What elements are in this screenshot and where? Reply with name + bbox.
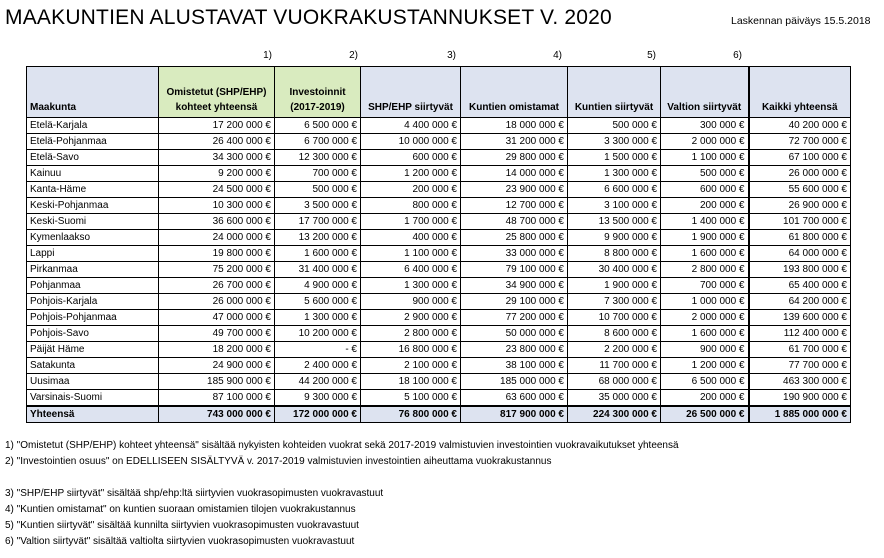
cell-invest: 13 200 000 €	[275, 230, 361, 246]
region-name: Pohjois-Savo	[27, 326, 159, 342]
cell-muni-own: 48 700 000 €	[461, 214, 568, 230]
cell-state: 6 500 000 €	[661, 374, 749, 390]
table-row	[27, 134, 851, 150]
cell-muni-own: 77 200 000 €	[461, 310, 568, 326]
cell-own: 19 800 000 €	[159, 246, 275, 262]
cell-muni-transfer: 1 300 000 €	[568, 166, 661, 182]
region-name: Pohjois-Pohjanmaa	[27, 310, 159, 326]
cell-own: 34 300 000 €	[159, 150, 275, 166]
cell-invest: 6 700 000 €	[275, 134, 361, 150]
cell-invest: 1 300 000 €	[275, 310, 361, 326]
page-title: MAAKUNTIEN ALUSTAVAT VUOKRAKUSTANNUKSET V. 2020	[5, 6, 612, 29]
cell-own: 24 900 000 €	[159, 358, 275, 374]
cell-shp: 600 000 €	[361, 150, 461, 166]
cell-invest: 700 000 €	[275, 166, 361, 182]
header-invest: Investoinnit (2017-2019)	[275, 67, 361, 118]
column-note-1: 1)	[263, 50, 272, 61]
cell-muni-transfer: 10 700 000 €	[568, 310, 661, 326]
region-name: Uusimaa	[27, 374, 159, 390]
region-name: Kainuu	[27, 166, 159, 182]
cell-muni-own: 79 100 000 €	[461, 262, 568, 278]
cell-own: 9 200 000 €	[159, 166, 275, 182]
cell-shp: 5 100 000 €	[361, 390, 461, 407]
cell-own: 185 900 000 €	[159, 374, 275, 390]
cell-shp: 10 000 000 €	[361, 134, 461, 150]
cell-total: 139 600 000 €	[749, 310, 851, 326]
cell-invest: 17 700 000 €	[275, 214, 361, 230]
cell-shp: 6 400 000 €	[361, 262, 461, 278]
region-name: Etelä-Pohjanmaa	[27, 134, 159, 150]
region-name: Satakunta	[27, 358, 159, 374]
table-row	[27, 166, 851, 182]
column-note-3: 3)	[447, 50, 456, 61]
table-row	[27, 310, 851, 326]
table-row	[27, 214, 851, 230]
cell-state: 200 000 €	[661, 198, 749, 214]
cell-invest: 31 400 000 €	[275, 262, 361, 278]
cell-muni-own: 29 800 000 €	[461, 150, 568, 166]
cell-muni-transfer: 6 600 000 €	[568, 182, 661, 198]
region-name: Varsinais-Suomi	[27, 390, 159, 407]
cell-state: 1 100 000 €	[661, 150, 749, 166]
cell-shp: 200 000 €	[361, 182, 461, 198]
cell-muni-transfer: 3 300 000 €	[568, 134, 661, 150]
total-all: 1 885 000 000 €	[749, 406, 851, 423]
cell-own: 36 600 000 €	[159, 214, 275, 230]
cell-state: 1 600 000 €	[661, 246, 749, 262]
cell-total: 65 400 000 €	[749, 278, 851, 294]
calculation-date: Laskennan päiväys 15.5.2018	[731, 15, 871, 27]
cell-muni-transfer: 30 400 000 €	[568, 262, 661, 278]
header-muni-transfer: Kuntien siirtyvät	[568, 67, 661, 118]
cell-muni-transfer: 35 000 000 €	[568, 390, 661, 407]
cell-invest: 10 200 000 €	[275, 326, 361, 342]
cell-shp: 800 000 €	[361, 198, 461, 214]
cell-total: 112 400 000 €	[749, 326, 851, 342]
region-name: Pohjanmaa	[27, 278, 159, 294]
footnote: 5) "Kuntien siirtyvät" sisältää kunnilta siirtyvien vuokrasopimusten vuokravastuut	[5, 520, 359, 531]
cell-total: 26 900 000 €	[749, 198, 851, 214]
cell-total: 190 900 000 €	[749, 390, 851, 407]
cell-own: 26 400 000 €	[159, 134, 275, 150]
cell-shp: 2 800 000 €	[361, 326, 461, 342]
cell-muni-own: 50 000 000 €	[461, 326, 568, 342]
region-name: Etelä-Savo	[27, 150, 159, 166]
cell-state: 1 900 000 €	[661, 230, 749, 246]
cell-shp: 400 000 €	[361, 230, 461, 246]
cell-total: 64 000 000 €	[749, 246, 851, 262]
table-row	[27, 390, 851, 407]
cell-total: 77 700 000 €	[749, 358, 851, 374]
cell-state: 2 000 000 €	[661, 134, 749, 150]
table-row	[27, 294, 851, 310]
cell-muni-own: 63 600 000 €	[461, 390, 568, 407]
cell-total: 193 800 000 €	[749, 262, 851, 278]
table-row	[27, 278, 851, 294]
cell-muni-transfer: 11 700 000 €	[568, 358, 661, 374]
cell-invest: - €	[275, 342, 361, 358]
cell-invest: 500 000 €	[275, 182, 361, 198]
header-own: Omistetut (SHP/EHP) kohteet yhteensä	[159, 67, 275, 118]
cell-muni-transfer: 7 300 000 €	[568, 294, 661, 310]
cell-muni-transfer: 8 600 000 €	[568, 326, 661, 342]
column-note-5: 5)	[647, 50, 656, 61]
region-name: Pohjois-Karjala	[27, 294, 159, 310]
footnote: 2) "Investointien osuus" on EDELLISEEN SISÄLTYVÄ v. 2017-2019 valmistuvien investointien aiheuttama vuokrakustannus	[5, 456, 552, 467]
region-name: Etelä-Karjala	[27, 118, 159, 134]
cell-own: 24 500 000 €	[159, 182, 275, 198]
cell-total: 55 600 000 €	[749, 182, 851, 198]
cell-muni-own: 14 000 000 €	[461, 166, 568, 182]
table-row	[27, 326, 851, 342]
footnote: 4) "Kuntien omistamat" on kuntien suoraan omistamien tilojen vuokrakustannus	[5, 504, 356, 515]
cell-state: 300 000 €	[661, 118, 749, 134]
region-name: Lappi	[27, 246, 159, 262]
cell-own: 75 200 000 €	[159, 262, 275, 278]
table-row	[27, 182, 851, 198]
cell-muni-own: 34 900 000 €	[461, 278, 568, 294]
cell-invest: 2 400 000 €	[275, 358, 361, 374]
cell-shp: 4 400 000 €	[361, 118, 461, 134]
cell-state: 1 600 000 €	[661, 326, 749, 342]
cell-invest: 9 300 000 €	[275, 390, 361, 407]
column-note-2: 2)	[349, 50, 358, 61]
cell-own: 26 000 000 €	[159, 294, 275, 310]
cell-own: 26 700 000 €	[159, 278, 275, 294]
cell-invest: 44 200 000 €	[275, 374, 361, 390]
cell-muni-own: 38 100 000 €	[461, 358, 568, 374]
cell-state: 2 000 000 €	[661, 310, 749, 326]
header-shp-transfer: SHP/EHP siirtyvät	[361, 67, 461, 118]
cell-state: 1 200 000 €	[661, 358, 749, 374]
region-name: Keski-Suomi	[27, 214, 159, 230]
table-row	[27, 150, 851, 166]
table-row	[27, 246, 851, 262]
cell-state: 900 000 €	[661, 342, 749, 358]
header-state-transfer: Valtion siirtyvät	[661, 67, 749, 118]
cell-invest: 6 500 000 €	[275, 118, 361, 134]
region-name: Päijät Häme	[27, 342, 159, 358]
cell-muni-transfer: 3 100 000 €	[568, 198, 661, 214]
cell-shp: 2 100 000 €	[361, 358, 461, 374]
cell-total: 67 100 000 €	[749, 150, 851, 166]
cell-invest: 5 600 000 €	[275, 294, 361, 310]
cell-muni-transfer: 68 000 000 €	[568, 374, 661, 390]
total-muni-own: 817 900 000 €	[461, 406, 568, 423]
table-row	[27, 374, 851, 390]
footnotes	[5, 438, 679, 550]
cell-shp: 18 100 000 €	[361, 374, 461, 390]
cell-total: 61 700 000 €	[749, 342, 851, 358]
cell-muni-own: 185 000 000 €	[461, 374, 568, 390]
total-invest: 172 000 000 €	[275, 406, 361, 423]
cell-state: 1 000 000 €	[661, 294, 749, 310]
header-region: Maakunta	[27, 67, 159, 118]
total-own: 743 000 000 €	[159, 406, 275, 423]
table-row	[27, 198, 851, 214]
rent-cost-table	[26, 66, 851, 423]
cell-own: 17 200 000 €	[159, 118, 275, 134]
cell-muni-own: 23 900 000 €	[461, 182, 568, 198]
cell-invest: 12 300 000 €	[275, 150, 361, 166]
cell-muni-transfer: 500 000 €	[568, 118, 661, 134]
cell-own: 87 100 000 €	[159, 390, 275, 407]
cell-muni-transfer: 1 500 000 €	[568, 150, 661, 166]
total-state: 26 500 000 €	[661, 406, 749, 423]
region-name: Keski-Pohjanmaa	[27, 198, 159, 214]
cell-own: 10 300 000 €	[159, 198, 275, 214]
cell-shp: 900 000 €	[361, 294, 461, 310]
table-row	[27, 358, 851, 374]
cell-state: 1 400 000 €	[661, 214, 749, 230]
cell-state: 700 000 €	[661, 278, 749, 294]
cell-own: 47 000 000 €	[159, 310, 275, 326]
header-total: Kaikki yhteensä	[749, 67, 851, 118]
cell-total: 64 200 000 €	[749, 294, 851, 310]
header-muni-own: Kuntien omistamat	[461, 67, 568, 118]
footnote: 6) "Valtion siirtyvät" sisältää valtiolta siirtyvien vuokrasopimusten vuokravastuut	[5, 536, 355, 547]
cell-muni-transfer: 8 800 000 €	[568, 246, 661, 262]
footnote: 3) "SHP/EHP siirtyvät" sisältää shp/ehp:ltä siirtyvien vuokrasopimusten vuokravastuut	[5, 488, 384, 499]
cell-invest: 4 900 000 €	[275, 278, 361, 294]
cell-total: 26 000 000 €	[749, 166, 851, 182]
cell-state: 600 000 €	[661, 182, 749, 198]
column-note-6: 6)	[733, 50, 742, 61]
cell-muni-own: 18 000 000 €	[461, 118, 568, 134]
cell-state: 500 000 €	[661, 166, 749, 182]
cell-own: 18 200 000 €	[159, 342, 275, 358]
table-row	[27, 262, 851, 278]
cell-muni-own: 25 800 000 €	[461, 230, 568, 246]
cell-invest: 1 600 000 €	[275, 246, 361, 262]
cell-shp: 1 300 000 €	[361, 278, 461, 294]
region-name: Kanta-Häme	[27, 182, 159, 198]
region-name: Kymenlaakso	[27, 230, 159, 246]
cell-muni-own: 29 100 000 €	[461, 294, 568, 310]
cell-muni-transfer: 1 900 000 €	[568, 278, 661, 294]
cell-total: 72 700 000 €	[749, 134, 851, 150]
cell-shp: 2 900 000 €	[361, 310, 461, 326]
cell-own: 24 000 000 €	[159, 230, 275, 246]
total-label: Yhteensä	[27, 406, 159, 423]
cell-muni-transfer: 13 500 000 €	[568, 214, 661, 230]
cell-shp: 1 100 000 €	[361, 246, 461, 262]
cell-total: 40 200 000 €	[749, 118, 851, 134]
cell-total: 101 700 000 €	[749, 214, 851, 230]
cell-muni-transfer: 2 200 000 €	[568, 342, 661, 358]
cell-invest: 3 500 000 €	[275, 198, 361, 214]
table-row	[27, 230, 851, 246]
cell-shp: 16 800 000 €	[361, 342, 461, 358]
cell-muni-transfer: 9 900 000 €	[568, 230, 661, 246]
cell-shp: 1 700 000 €	[361, 214, 461, 230]
cell-total: 463 300 000 €	[749, 374, 851, 390]
total-muni-transfer: 224 300 000 €	[568, 406, 661, 423]
column-note-4: 4)	[553, 50, 562, 61]
table-total-row	[27, 406, 851, 423]
cell-muni-own: 12 700 000 €	[461, 198, 568, 214]
cell-total: 61 800 000 €	[749, 230, 851, 246]
footnote: 1) "Omistetut (SHP/EHP) kohteet yhteensä" sisältää nykyisten kohteiden vuokrat sekä 2017-2019 valmistuvien investointien vuokravaikutukset yhteensä	[5, 440, 679, 451]
footnote-gap	[5, 470, 679, 486]
table-row	[27, 342, 851, 358]
cell-shp: 1 200 000 €	[361, 166, 461, 182]
cell-muni-own: 33 000 000 €	[461, 246, 568, 262]
region-name: Pirkanmaa	[27, 262, 159, 278]
cell-state: 200 000 €	[661, 390, 749, 407]
cell-muni-own: 31 200 000 €	[461, 134, 568, 150]
total-shp: 76 800 000 €	[361, 406, 461, 423]
cell-state: 2 800 000 €	[661, 262, 749, 278]
cell-muni-own: 23 800 000 €	[461, 342, 568, 358]
cell-own: 49 700 000 €	[159, 326, 275, 342]
table-header-row	[27, 67, 851, 118]
table-row	[27, 118, 851, 134]
